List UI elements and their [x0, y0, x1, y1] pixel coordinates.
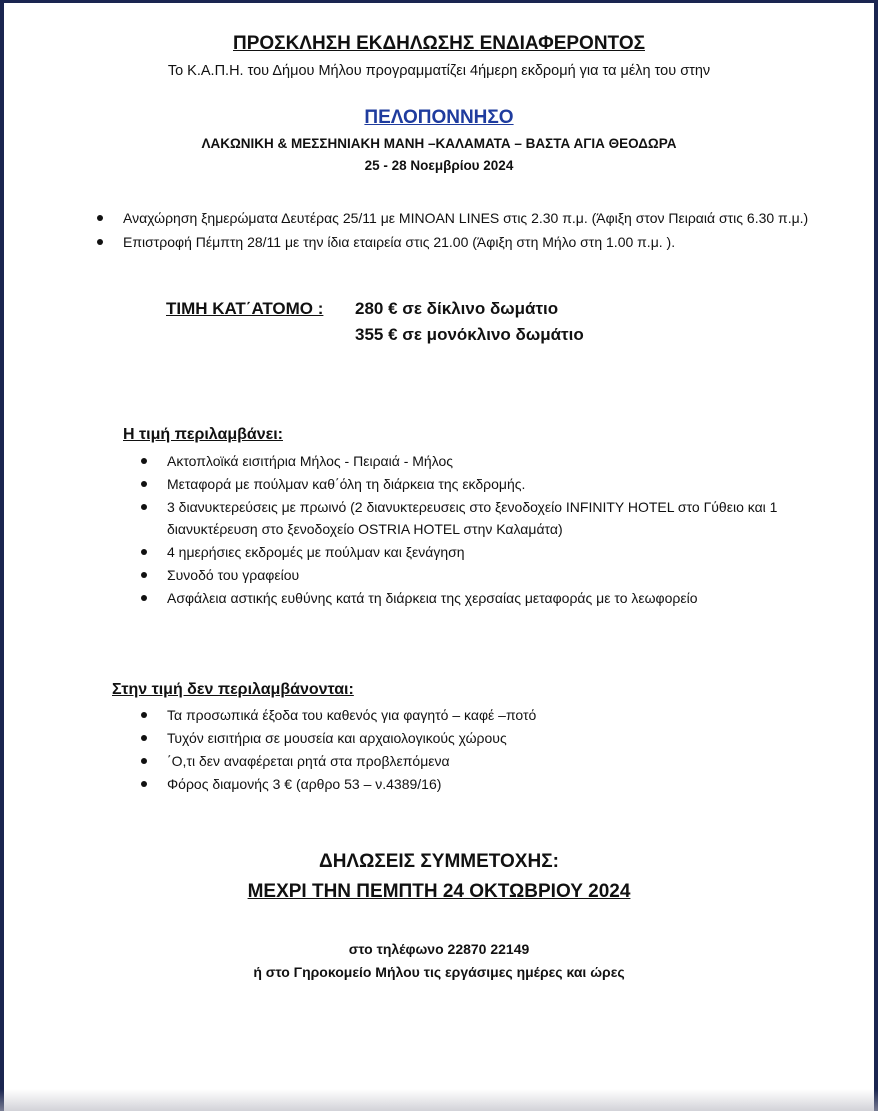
- excluded-heading: Στην τιμή δεν περιλαμβάνονται:: [112, 681, 354, 698]
- page-frame-top: [0, 0, 878, 3]
- list-item: Επιστροφή Πέμπτη 28/11 με την ίδια εταιρεία στις 21.00 (Άφιξη στη Μήλο στη 1.00 π.μ. ).: [123, 231, 843, 253]
- route-text: ΛΑΚΩΝΙΚΗ & ΜΕΣΣΗΝΙΑΚΗ ΜΑΝΗ –ΚΑΛΑΜΑΤΑ – ΒΑΣΤΑ ΑΓΙΑ ΘΕΟΔΩΡΑ: [201, 136, 677, 151]
- price-single-room: 355 € σε μονόκλινο δωμάτιο: [355, 325, 584, 344]
- contact-place: ή στο Γηροκομείο Μήλου τις εργάσιμες ημέρες και ώρες: [253, 964, 625, 980]
- registration-deadline: ΜΕΧΡΙ ΤΗΝ ΠΕΜΠΤΗ 24 ΟΚΤΩΒΡΙΟΥ 2024: [247, 881, 631, 902]
- list-item: Ασφάλεια αστικής ευθύνης κατά τη διάρκεια της χερσαίας μεταφοράς με το λεωφορείο: [167, 587, 779, 609]
- list-item: Φόρος διαμονής 3 € (αρθρο 53 – ν.4389/16): [167, 773, 779, 795]
- included-heading: Η τιμή περιλαμβάνει:: [123, 426, 283, 443]
- contact-phone: στο τηλέφωνο 22870 22149: [348, 941, 530, 957]
- list-item: ΄Ο,τι δεν αναφέρεται ρητά στα προβλεπόμενα: [167, 750, 779, 772]
- bottom-shadow: [0, 1089, 878, 1111]
- price-double-room: 280 € σε δίκλινο δωμάτιο: [355, 299, 559, 318]
- document-title: ΠΡΟΣΚΛΗΣΗ ΕΚΔΗΛΩΣΗΣ ΕΝΔΙΑΦΕΡΟΝΤΟΣ: [233, 33, 645, 54]
- list-item: Ακτοπλοϊκά εισιτήρια Μήλος - Πειραιά - Μήλος: [167, 450, 779, 472]
- list-item: Τα προσωπικά έξοδα του καθενός για φαγητό – καφέ –ποτό: [167, 704, 779, 726]
- list-item: Μεταφορά με πούλμαν καθ΄όλη τη διάρκεια της εκδρομής.: [167, 473, 779, 495]
- list-item: Συνοδό του γραφείου: [167, 564, 779, 586]
- registration-title: ΔΗΛΩΣΕΙΣ ΣΥΜΜΕΤΟΧΗΣ:: [319, 851, 559, 872]
- list-item: Τυχόν εισιτήρια σε μουσεία και αρχαιολογικούς χώρους: [167, 727, 779, 749]
- intro-text: Το Κ.Α.Π.Η. του Δήμου Μήλου προγραμματίζει 4ήμερη εκδρομή για τα μέλη του στην: [167, 63, 711, 79]
- trip-dates: 25 - 28 Νοεμβρίου 2024: [364, 158, 514, 173]
- list-item: 4 ημερήσιες εκδρομές με πούλμαν και ξενάγηση: [167, 541, 779, 563]
- destination-heading: ΠΕΛΟΠΟΝΝΗΣΟ: [364, 107, 514, 128]
- list-item: 3 διανυκτερεύσεις με πρωινό (2 διανυκτερευσεις στο ξενοδοχείο INFINITY HOTEL στο Γύθειο και 1 διανυκτέρευση στο ξενοδοχείο OSTRIA HOTEL στην Καλαμάτα): [167, 496, 779, 540]
- price-label: ΤΙΜΗ ΚΑΤ΄ΑΤΟΜΟ :: [166, 299, 324, 318]
- list-item: Αναχώρηση ξημερώματα Δευτέρας 25/11 με MINOAN LINES στις 2.30 π.μ. (Άφιξη στον Πειραιά στις 6.30 π.μ.): [123, 207, 843, 229]
